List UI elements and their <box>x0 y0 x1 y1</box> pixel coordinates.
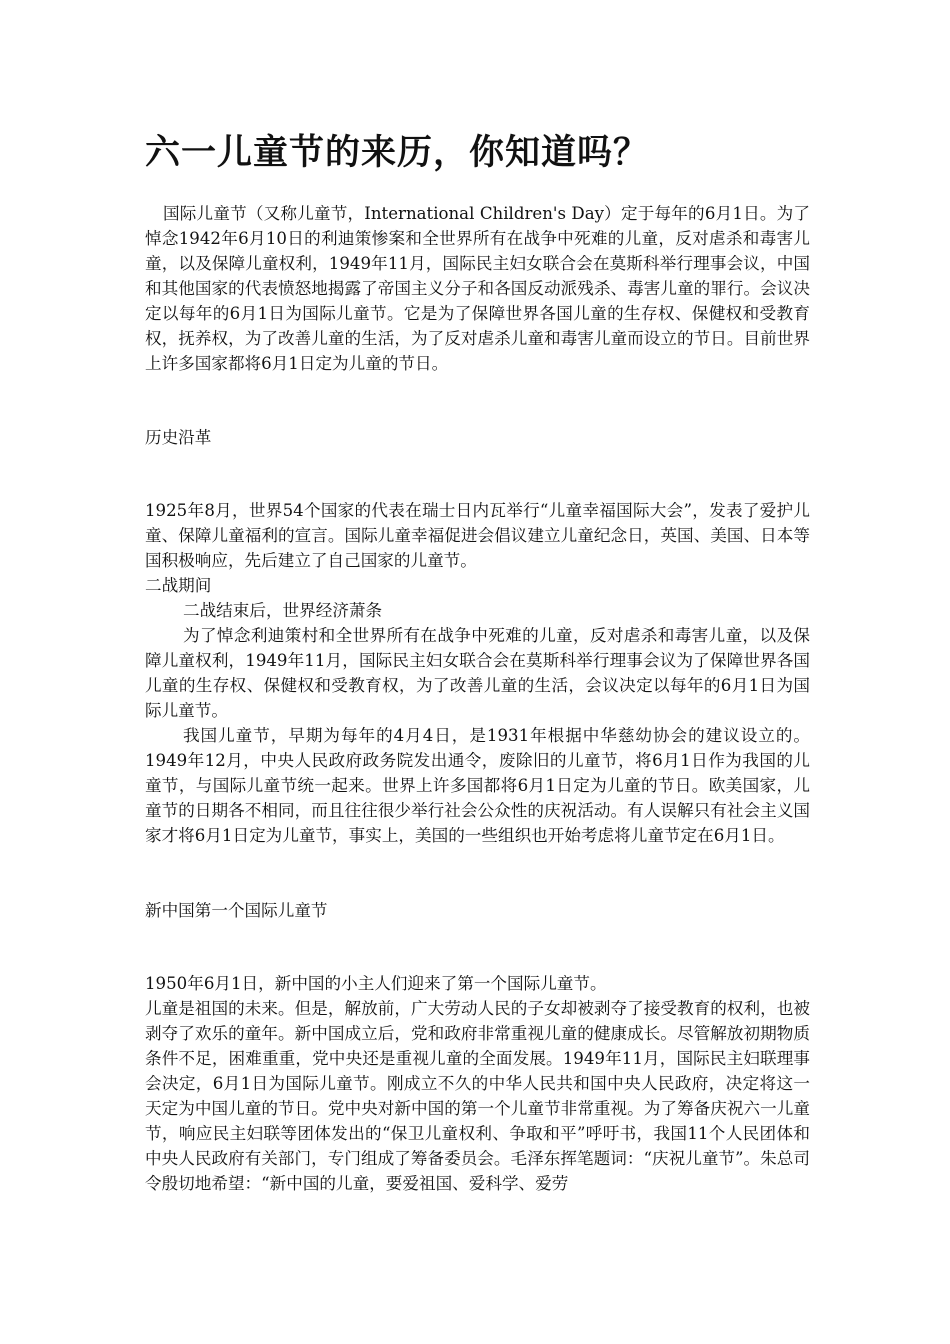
new-china-paragraph-1950: 1950年6月1日，新中国的小主人们迎来了第一个国际儿童节。 <box>145 974 607 993</box>
history-paragraph-1949: 为了悼念利迪策村和全世界所有在战争中死难的儿童，反对虐杀和毒害儿童，以及保障儿童权利，1949年11月，国际民主妇女联合会在莫斯科举行理事会议为了保障世界各国儿童的生存权、保健权和受教育权，为了改善儿童的生活，会议决定以每年的6月1日为国际儿童节。 <box>145 626 810 720</box>
section-heading-history: 历史沿革 <box>145 428 212 447</box>
history-paragraph-china: 我国儿童节，早期为每年的4月4日，是1931年根据中华慈幼协会的建议设立的。1949年12月，中央人民政府政务院发出通令，废除旧的儿童节，将6月1日作为我国的儿童节，与国际儿童节统一起来。世界上许多国都将6月1日定为儿童的节日。欧美国家，儿童节的日期各不相同，而且往往很少举行社会公众性的庆祝活动。有人误解只有社会主义国家才将6月1日定为儿童节，事实上，美国的一些组织也开始考虑将儿童节定在6月1日。 <box>145 726 810 845</box>
section-heading-new-china: 新中国第一个国际儿童节 <box>145 901 328 920</box>
section-heading-wwii: 二战期间 <box>145 576 212 595</box>
history-paragraph-1925: 1925年8月，世界54个国家的代表在瑞士日内瓦举行“儿童幸福国际大会”，发表了爱护儿童、保障儿童福利的宣言。国际儿童幸福促进会倡议建立儿童纪念日，英国、美国、日本等国积极响应，先后建立了自己国家的儿童节。 <box>145 501 810 570</box>
new-china-paragraph-main: 儿童是祖国的未来。但是，解放前，广大劳动人民的子女却被剥夺了接受教育的权利，也被剥夺了欢乐的童年。新中国成立后，党和政府非常重视儿童的健康成长。尽管解放初期物质条件不足，困难重重，党中央还是重视儿童的全面发展。1949年11月，国际民主妇联理事会决定，6月1日为国际儿童节。刚成立不久的中华人民共和国中央人民政府，决定将这一天定为中国儿童的节日。党中央对新中国的第一个儿童节非常重视。为了筹备庆祝六一儿童节，响应民主妇联等团体发出的“保卫儿童权利、争取和平”呼吁书，我国11个人民团体和中央人民政府有关部门，专门组成了筹备委员会。毛泽东挥笔题词：“庆祝儿童节”。朱总司令殷切地希望：“新中国的儿童，要爱祖国、爱科学、爱劳 <box>145 999 810 1193</box>
document-title: 六一儿童节的来历，你知道吗？ <box>145 132 650 173</box>
history-paragraph-postwar: 二战结束后，世界经济萧条 <box>183 601 383 620</box>
intro-paragraph: 国际儿童节（又称儿童节，International Children's Day）定于每年的6月1日。为了悼念1942年6月10日的利迪策惨案和全世界所有在战争中死难的儿童，反对虐杀和毒害儿童，以及保障儿童权利，1949年11月，国际民主妇女联合会在莫斯科举行理事会议，中国和其他国家的代表愤怒地揭露了帝国主义分子和各国反动派残杀、毒害儿童的罪行。会议决定以每年的6月1日为国际儿童节。它是为了保障世界各国儿童的生存权、保健权和受教育权，抚养权，为了改善儿童的生活，为了反对虐杀儿童和毒害儿童而设立的节日。目前世界上许多国家都将6月1日定为儿童的节日。 <box>145 204 810 373</box>
